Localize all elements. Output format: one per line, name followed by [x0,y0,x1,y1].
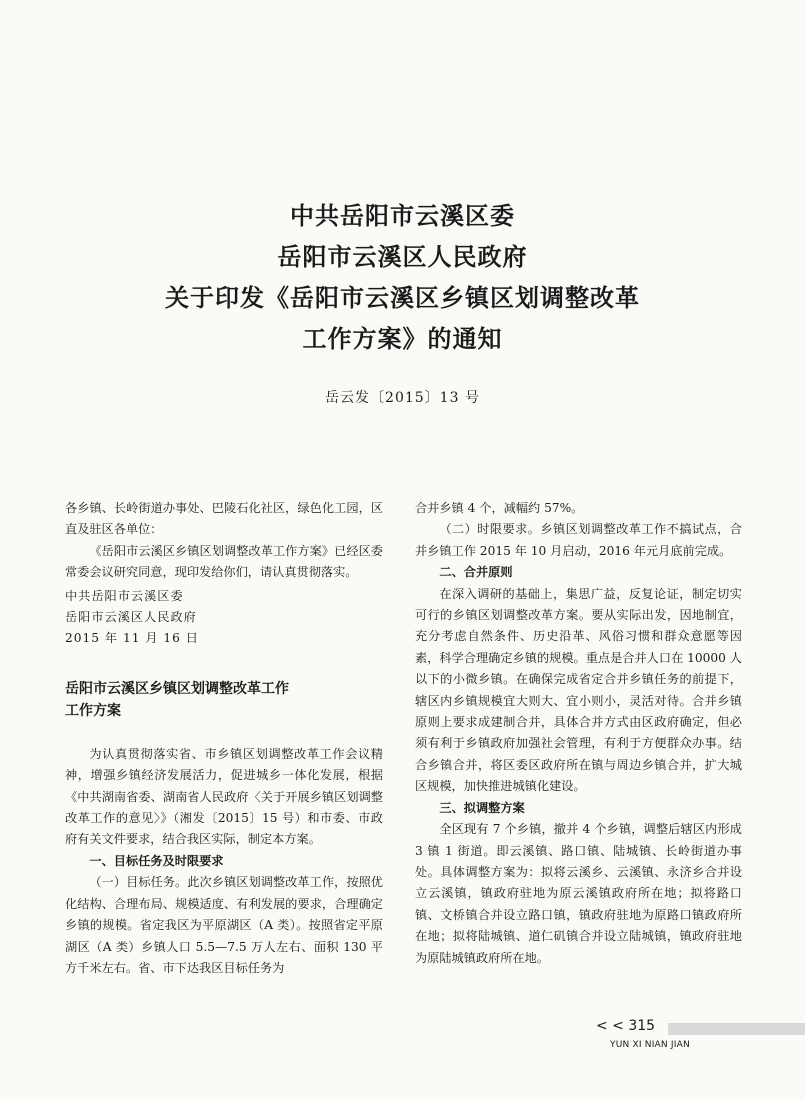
title-line: 岳阳市云溪区人民政府 [277,243,528,271]
left-column [65,498,383,979]
section-heading-2: 二、合并原则 [439,565,513,580]
section-heading-1: 一、目标任务及时限要求 [89,853,224,868]
target-task-continued: 合并乡镇 4 个，减幅约 57%。 [415,501,584,515]
plan-title-line: 岳阳市云溪区乡镇区划调整改革工作 [65,680,289,697]
section-heading-3: 三、拟调整方案 [439,800,525,815]
signature-government: 岳阳市云溪区人民政府 [65,610,197,625]
title-line: 关于印发《岳阳市云溪区乡镇区划调整改革 [165,284,640,312]
document-number: 岳云发〔2015〕13 号 [325,390,480,406]
footer-bar [668,1023,805,1035]
right-column [415,498,742,969]
plan-paragraph: 全区现有 7 个乡镇，撤并 4 个乡镇，调整后辖区内形成 3 镇 1 街道。即云溪镇、路口镇、陆城镇、长岭街道办事处。具体调整方案为：拟将云溪乡、云溪镇、永济乡合并设立云溪镇，镇政府驻地为原云溪镇政府所在地；拟将路口镇、文桥镇合并设立路口镇，镇政府驻地为原路口镇政府所在地；拟将陆城镇、道仁矶镇合并设立陆城镇，镇政府驻地为原陆城镇政府所在地。 [415,822,742,965]
journal-name: YUN XI NIAN JIAN [610,1040,690,1050]
title-line: 工作方案》的通知 [302,325,503,353]
page-number: < < 315 [596,1018,656,1034]
document-title [0,196,805,360]
signature-party: 中共岳阳市云溪区委 [65,588,184,603]
signature-date: 2015 年 11 月 16 日 [65,631,199,646]
notice-body: 《岳阳市云溪区乡镇区划调整改革工作方案》已经区委常委会议研究同意，现印发给你们，请认真贯彻落实。 [65,543,383,580]
recipients: 各乡镇、长岭街道办事处、巴陵石化社区，绿色化工园，区直及驻区各单位： [65,501,383,537]
deadline-paragraph: （二）时限要求。乡镇区划调整改革工作不搞试点，合并乡镇工作 2015 年 10 月启动，2016 年元月底前完成。 [415,522,742,558]
target-task-paragraph: （一）目标任务。此次乡镇区划调整改革工作，按照优化结构、合理布局、规模适度、有利发展的要求，合理确定乡镇的规模。省定我区为平原湖区（A 类）。按照省定平原湖区（A 类）乡镇人口 5.5—7.5 万人左右、面积 130 平方千米左右。省、市下达我区目标任务为 [65,875,383,975]
title-line: 中共岳阳市云溪区委 [290,202,515,230]
intro-paragraph: 为认真贯彻落实省、市乡镇区划调整改革工作会议精神，增强乡镇经济发展活力，促进城乡一体化发展，根据《中共湖南省委、湖南省人民政府〈关于开展乡镇区划调整改革工作的意见〉》（湘发〔2015〕15 号）和市委、市政府有关文件要求，结合我区实际，制定本方案。 [65,746,383,847]
plan-title-line: 工作方案 [65,702,121,719]
principle-paragraph: 在深入调研的基础上，集思广益，反复论证，制定切实可行的乡镇区划调整改革方案。要从实际出发，因地制宜，充分考虑自然条件、历史沿革、风俗习惯和群众意愿等因素，科学合理确定乡镇的规模。重点是合并人口在 10000 人以下的小微乡镇。在确保完成省定合并乡镇任务的前提下，辖区内乡镇规模宜大则大、宜小则小，灵活对待。合并乡镇原则上要求成建制合并，具体合并方式由区政府确定，但必须有利于乡镇政府加强社会管理，有利于方便群众办事。结合乡镇合并，将区委区政府所在镇与周边乡镇合并，扩大城区规模，加快推进城镇化建设。 [415,586,742,794]
